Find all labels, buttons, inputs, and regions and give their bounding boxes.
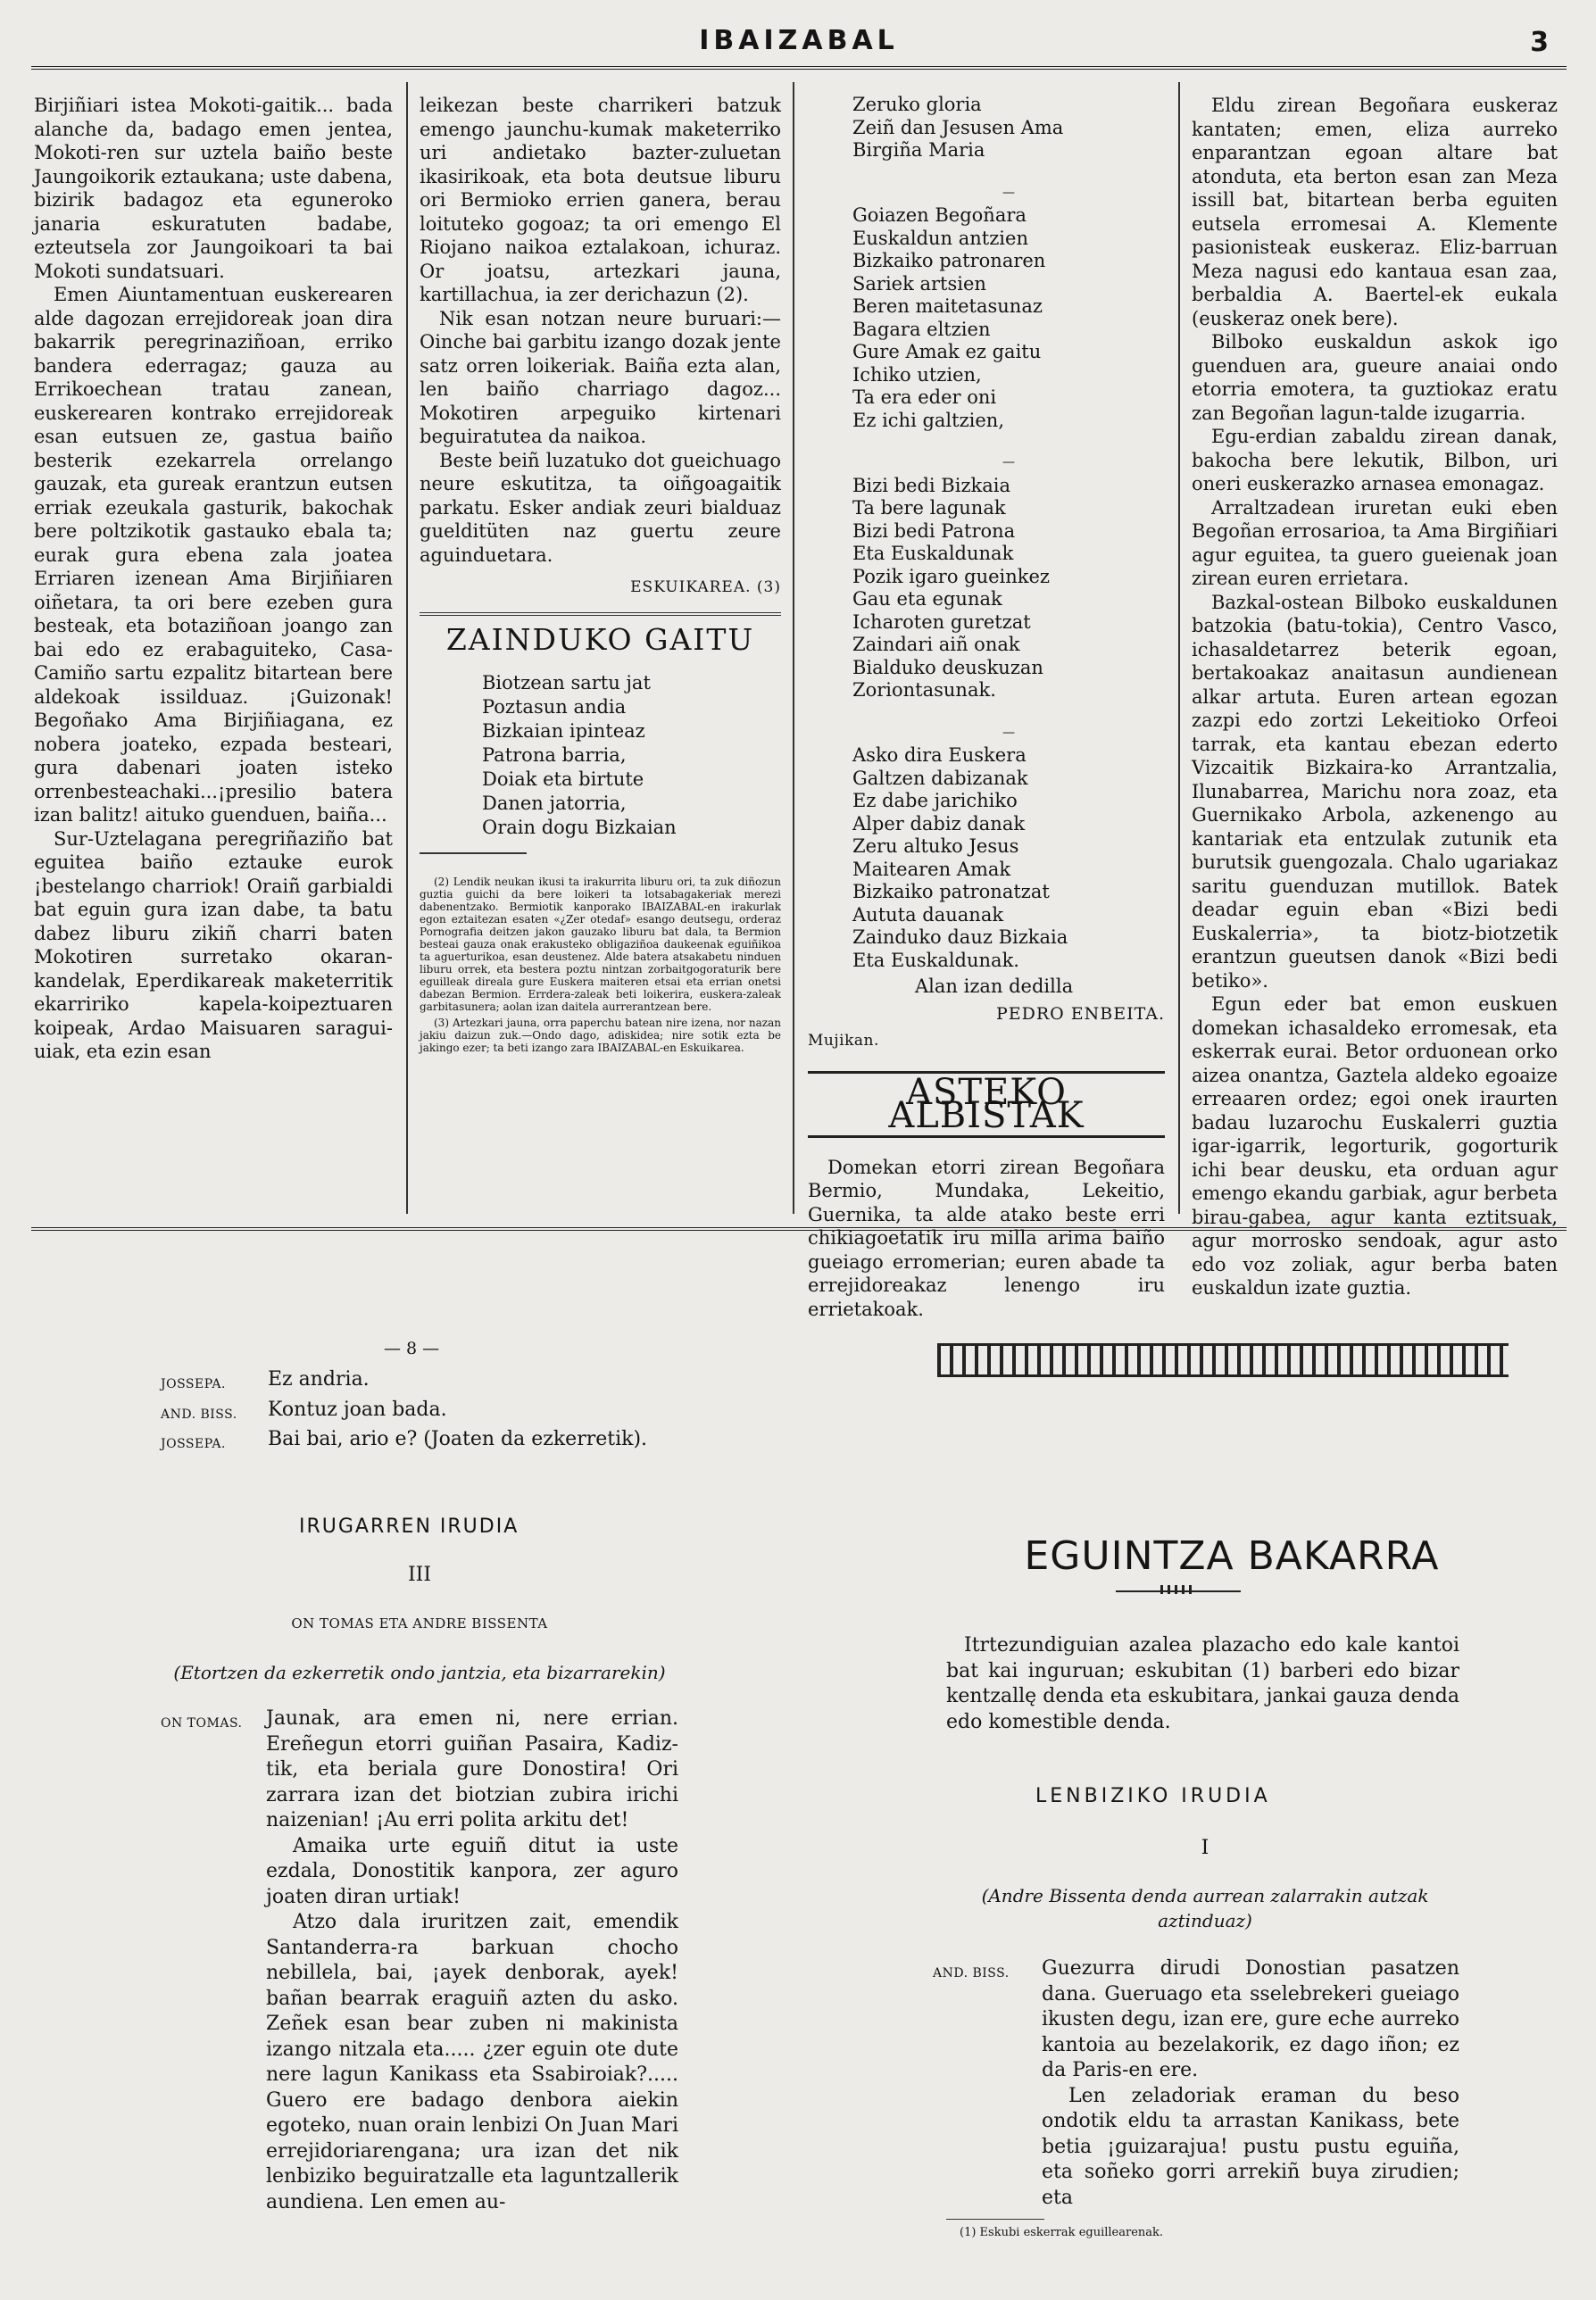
speaker-name: JOSSEPA. <box>161 1437 226 1451</box>
verse-line: Bizi bedi Bizkaia <box>852 474 1011 496</box>
stanza-separator: — <box>1002 455 1015 469</box>
paragraph: Arraltzadean iruretan euki eben Begoñan errosarioa, ta Ama Birgiñiari agur eguitea, ta guero gueienak joan zirean euren errietara. <box>1192 496 1558 589</box>
verse-line: Bialduko deuskuzan <box>852 656 1043 678</box>
dialog-line <box>161 1367 643 1398</box>
verse-line: Ta era eder oni <box>852 386 997 408</box>
verse-line: Gure Amak ez gaitu <box>852 341 1042 362</box>
dialog-line <box>161 1398 643 1428</box>
setting-text: Itrtezundiguian azalea plazacho edo kale kantoi bat kai inguruan; eskubitan (1) barberi edo bizar kentzallę denda eta eskubitara, jankai gauza denda edo komestible denda. <box>946 1634 1459 1733</box>
speech-paragraph: Atzo dala iruritzen zait, emendik Santanderra-ra barkuan chocho nebillela, bai, ¡ayek denborak, ayek! bañan bearrak eraguiñ azten du asko. Zeñek esan bear zuben ni makinista izango nitzala eta..... ¿zer eguin ote dute nere lagun Kanikass eta Ssabiroiak?..... Guero ere badago denbora aiekin egoteko, nuan orain lenbizi On Juan Mari errejidoriarengana; ura izan det nik lenbiziko beguiratzalle eta laguntzallerik aundiena. Len emen au- <box>266 1911 678 2213</box>
speech-text <box>266 1706 678 2215</box>
paragraph: Beste beiñ luzatuko dot gueichuago neure eskutitza, ta oiñgoagaitik parkatu. Esker andiak zeuri bialduaz guelditüten naz guertu zeure aguinduetara. <box>420 449 781 566</box>
poem-line: Poztasun andia <box>482 696 627 718</box>
andre-bissenta-monologue <box>933 1956 1459 2211</box>
stanza-separator: — <box>1002 725 1015 740</box>
on-tomas-monologue <box>161 1706 678 2215</box>
paragraph: Egu-erdian zabaldu zirean danak, bakocha bere lekutik, Bilbon, uri oneri euskerazko arnasea emonagaz. <box>1192 426 1558 494</box>
verse-line: Bizi bedi Patrona <box>852 519 1016 542</box>
verse-line: Beren maitetasunaz <box>852 295 1043 317</box>
dialog-line <box>161 1706 678 2215</box>
verse-line: Maitearen Amak <box>852 858 1011 880</box>
verse-line: Zaindari aiñ onak <box>852 634 1020 655</box>
verse-line: Galtzen dabizanak <box>852 767 1028 789</box>
verse-line: Sariek artsien <box>852 272 986 295</box>
paragraph: Nik esan notzan neure buruari:— Oinche bai garbitu izango dozak jente satz orren loikeriak. Baiña ezta alan, len baiño charriago dagoz... Mokotiren arpeguiko kirtenari beguiratutea da naikoa. <box>420 307 781 447</box>
verse-line: Zoriontasunak. <box>852 679 996 701</box>
scene-title: LENBIZIKO IRUDIA <box>1035 1785 1271 1807</box>
speech-text: Bai bai, ario e? (Joaten da ezkerretik). <box>268 1428 648 1450</box>
poem-line: Orain dogu Bizkaian <box>482 817 677 838</box>
paragraph: Domekan etorri zirean Begoñara Bermio, Mundaka, Lekeitio, Guernika, ta alde atako beste erri chikiagoetatik iru milla arima baiño gueiago erromerian; euren abade ta errejidoreakaz lenengo iru errietakoak. <box>808 1156 1165 1320</box>
speaker-name: JOSSEPA. <box>161 1377 226 1391</box>
footnote-rule <box>946 2219 1044 2220</box>
newspaper-page-number: 3 <box>1530 27 1549 58</box>
verse-line: Zeruko gloria <box>852 94 982 115</box>
verse-line: Icharoten guretzat <box>852 610 1031 633</box>
column-3 <box>808 94 1165 1321</box>
paragraph: Sur-Uztelagana peregriñaziño bat eguitea baiño eztauke eurok ¡bestelango charriok! Oraiñ garbialdi bat eguin gura izan dabe, ta batu dabez liburu zikiñ charri baten Mokotiren surretako okaran-kandelak, Eperdikareak maketerritik ekarririko kapela-koipeztuaren koipeak, Ardao Maisuaren saragui-uiak, eta ezin esan <box>34 827 393 1062</box>
paragraph: Emen Aiuntamentuan euskerearen alde dagozan errejidoreak joan dira bakarrik peregrinaziñoan, erriko bandera ederragaz; gauza au Errikoechean tratau zanean, euskerearen kontrako errejidoreak esan eutsuen ze, gastua baiño besterik ezekarrela orrelango gauzak, eta gureak erantzun eutsen erriak ezeukala gasturik, bakochak bere poltzikotik gastauko ebala ta; eurak gura ebena zala joatea Erriaren izenean Ama Birjiñiaren oiñetara, ta ori bere ezeben gura besteak, eta botaziñoan joango zan bai edo ez erabaguiteko, Casa-Camiño sartu ezpalitz bitartean bere aldekoak issilduaz. ¡Guizonak! Begoñako Ama Birjiñiagana, ez nobera joateko, ezpada besteari, gura dabenari joaten isteko orrenbesteachaki...¡presilio batera izan balitz! aituko guenduen, baiña... <box>34 284 393 826</box>
verse-line: Eta Euskaldunak. <box>852 949 1019 971</box>
speaker-name: AND. BISS. <box>933 1966 1010 1980</box>
scene-characters: ON TOMAS ETA ANDRE BISSENTA <box>291 1615 548 1632</box>
speech-text: Ez andria. <box>268 1368 370 1391</box>
scene-numeral: I <box>1201 1837 1209 1859</box>
stanza <box>852 475 1165 702</box>
paragraph: leikezan beste charrikeri batzuk emengo jaunchu-kumak maketerriko uri andietako bazter-zuluetan ikasirikoak, eta bota deutsue liburu ori Bermioko errien ganera, berau loituteko gogoaz; ta ori emengo El Riojano naikoa eztalakoan, ichuraz. Or joatsu, artezkari jauna, kartillachua, ia zer derichazun (2). <box>420 95 781 305</box>
speech-paragraph: Amaika urte eguiñ ditut ia uste ezdala, Donostitik kanpora, zer aguro joaten diran urtiak! <box>266 1834 678 1908</box>
scene-numeral: III <box>407 1564 432 1586</box>
verse-line: Aututa dauanak <box>852 903 1004 926</box>
verse-line: Zainduko dauz Bizkaia <box>852 926 1068 948</box>
newspaper-title: IBAIZABAL <box>699 25 899 56</box>
verse-line: Bagara eltzien <box>852 318 991 340</box>
paragraph: Bilboko euskaldun askok igo guenduen ara, gueure anaiai ondo etorria emotera, ta guztiokaz eratu zan Begoñan lagun-talde izugarria. <box>1192 331 1558 424</box>
verse-line: Zeru altuko Jesus <box>852 835 1019 857</box>
verse-line: Ta bere lagunak <box>852 497 1006 519</box>
verse-line: Ez dabe jarichiko <box>852 790 1018 811</box>
verse-line: Euskaldun antzien <box>852 227 1028 249</box>
column-1 <box>34 94 393 1064</box>
verse-line: Zeiñ dan Jesusen Ama <box>852 116 1064 138</box>
stage-direction: (Andre Bissenta denda aurrean zalarrakin autzak aztinduaz) <box>981 1885 1429 1931</box>
speech-paragraph: Len zeladoriak eraman du beso ondotik eldu ta arrastan Kanikass, bete betia ¡guizarajua! pustu pustu eguiña, eta soñeko gorri arrekiñ buya zirudien; eta <box>1042 2084 1459 2209</box>
section-rule <box>420 612 781 616</box>
verse-line: Bizkaiko patronaren <box>852 250 1046 271</box>
ornament-band <box>937 1343 1509 1377</box>
booklet-footnote: (1) Eskubi eskerrak eguillearenak. <box>960 2226 1164 2239</box>
column-4 <box>1192 94 1558 1300</box>
letter-signature: ESKUIKAREA. (3) <box>630 578 781 596</box>
newspaper-header <box>31 25 1567 61</box>
scene-title: IRUGARREN IRUDIA <box>299 1515 520 1538</box>
verse-line: Eta Euskaldunak <box>852 543 1014 564</box>
paragraph: Egun eder bat emon euskuen domekan ichasaldeko erromesak, eta eskerrak eurai. Betor orduonean orko aizea onantza, Gaztela aldeko egoaize erreaaren ordez; egoi onek iraurten badau luzarochu Euskalerri guztia igar-igarrik, legorturik, gogorturik ichi bear deusku, eta orduan agur emengo ekandu garbiak, agur berbeta birau-gabea, agur kanta eztitsuak, agur morrosko sendoak, agur asto edo voz zoliak, agur berba baten euskaldun izate guztia. <box>1192 993 1558 1299</box>
column-divider <box>1178 82 1180 1214</box>
poem-line: Doiak eta birtute <box>482 768 644 790</box>
title-ornament <box>1160 1585 1196 1594</box>
paragraph: Eldu zirean Begoñara euskeraz kantaten; emen, eliza aurreko enparantzan egoan altare bat atonduta, eta berton esan zan Meza issill bat, bitartean berba eguiten eutsela erromesai A. Klemente pasionisteak euskeraz. Eliz-barruan Meza nagusi edo kantaua esan zaa, berbaldia A. Baertel-ek eukala (euskeraz onek bere). <box>1192 95 1558 329</box>
column-2 <box>420 94 781 1058</box>
speaker-name: ON TOMAS. <box>161 1716 243 1731</box>
verse-line: Gau eta egunak <box>852 588 1002 610</box>
verse-line: Goiazen Begoñara <box>852 204 1027 226</box>
footnote: (3) Artezkari jauna, orra paperchu batean nire izena, nor nazan jakiu daizun zuk.—Ondo dago, adiskidea; nire sotik ezta be jakingo ezer; ta beti izango zara IBAIZABAL-en Eskuikarea. <box>420 1017 781 1054</box>
poem <box>420 671 781 840</box>
verse-line: Pozik igaro gueinkez <box>852 565 1050 587</box>
verse-line: Bizkaiko patronatzat <box>852 881 1050 902</box>
poem-place: Mujikan. <box>808 1032 879 1050</box>
dialog-line <box>933 1956 1459 2211</box>
verse-line: Asko dira Euskera <box>852 744 1027 766</box>
poem-line: Danen jatorria, <box>482 793 627 814</box>
verse-line: Birgiña Maria <box>852 139 985 161</box>
verse-line: Ichiko utzien, <box>852 363 982 386</box>
stanza-separator: — <box>1002 185 1015 200</box>
poem-author: PEDRO ENBEITA. <box>995 1003 1165 1024</box>
stage-direction: (Etortzen da ezkerretik ondo jantzia, eta bizarrarekin) <box>173 1662 666 1683</box>
speech-paragraph: Jaunak, ara emen ni, nere errian. Ereñegun etorri guiñan Pasaira, Kadiz-tik, eta beriala gure Donostira! Ori zarrara izan det biotzian zubira irichi naizenian! ¡Au erri polita arkitu det! <box>266 1707 678 1831</box>
verse-line: Ez ichi galtzien, <box>852 409 1004 431</box>
poem-line: Bizkaian ipinteaz <box>482 720 645 742</box>
poem-title: ZAINDUKO GAITU <box>445 621 755 657</box>
speaker-name: AND. BISS. <box>161 1407 237 1422</box>
stanza <box>852 94 1165 162</box>
speech-paragraph: Guezurra dirudi Donostian pasatzen dana. Gueruago eta sselebrekeri gueiago ikusten degu, izan ere, gure eche aurreko kantoia au bezelakorik, ez dago iñon; ez da Paris-en ere. <box>1042 1957 1459 2081</box>
booklet-page-number: — 8 — <box>384 1339 440 1358</box>
footnote: (2) Lendik neukan ikusi ta irakurrita liburu ori, ta zuk diñozun guztia guichi da bere loikeri ta lotsabagakeriak merezi dabenentzako. Bermiotik kanporako IBAIZABAL-en irakurlak egon eztaitezan esaten «¿Zer otedaf» esango deutsegu, orderaz Pornografia deitzen jakon gauzako liburu bat dala, ta Bermion besteai gauza onak erakusteko obligaziñoa daukeenak eguiñikoa ta aguerturikoa, esan deustenez. Alde batera atsakabetu ninduen liburu orrek, eta bestera poztu nintzan zorbaitgogoraturik bere eguilleak direala gure Euskera maiteren etsai eta errian onetsi dabezan Bermion. Errdera-zaleak beti loikerira, euskera-zaleak garbitasunera; aolan izan daitela aurrerantzean bere. <box>420 876 781 1013</box>
news-section-title: ASTEKO ALBISTAK <box>808 1071 1165 1138</box>
verse-line: Alper dabiz danak <box>852 812 1026 834</box>
stanza <box>852 204 1165 432</box>
column-divider <box>793 82 794 1214</box>
speech-text: Kontuz joan bada. <box>268 1398 447 1421</box>
play-title: EGUINTZA BAKARRA <box>1024 1533 1440 1579</box>
verse <box>808 94 1165 999</box>
header-rule <box>31 66 1567 70</box>
verse-closing: Alan izan dedilla <box>915 976 1074 997</box>
paragraph: Birjiñiari istea Mokoti-gaitik... bada alanche da, badago emen jentea, Mokoti-ren sur uztela baiño beste Jaungoikorik eztaukana; uste dabena, bizirik badagoz eta eguneroko janaria eskuratuten badabe, ezteutsela zor Jaungoikoari ta bai Mokoti sundatsuari. <box>34 95 393 282</box>
setting-description <box>946 1633 1459 1735</box>
stanza <box>852 744 1165 972</box>
poem-line: Patrona barria, <box>482 744 627 766</box>
poem-line: Biotzean sartu jat <box>482 672 651 693</box>
speech-text <box>1042 1956 1459 2211</box>
footnote-rule <box>420 852 527 854</box>
footer-rule <box>31 1227 1567 1231</box>
paragraph: Bazkal-ostean Bilboko euskaldunen batzokia (batu-tokia), Centro Vasco, ichasaldetarrez beterik egoan, bertakoakaz anaitasun aundienean alkar artuta. Euren artean egozan zazpi edo zortzi Lekeitioko Orfeoi tarrak, eta kantau ebezan ederto Vizcaitik Bizkaira-ko Arrantzalia, Ilunabarrea, Marichu nora zoaz, eta Guernikako Arbola, azkenengo au kantariak eta entzulak zutunik eta burutsik guengozala. Chalo ugariakaz saritu guenduzan mutillok. Batek deadar eguin eban «Bizi bedi Euskalerria», ta biotz-biotzetik erantzun gueutsen danok «Bizi bedi betiko». <box>1192 591 1558 992</box>
column-divider <box>406 82 408 1214</box>
dialog-line <box>161 1427 648 1457</box>
opening-dialog <box>161 1367 648 1457</box>
footnotes <box>420 876 781 1054</box>
